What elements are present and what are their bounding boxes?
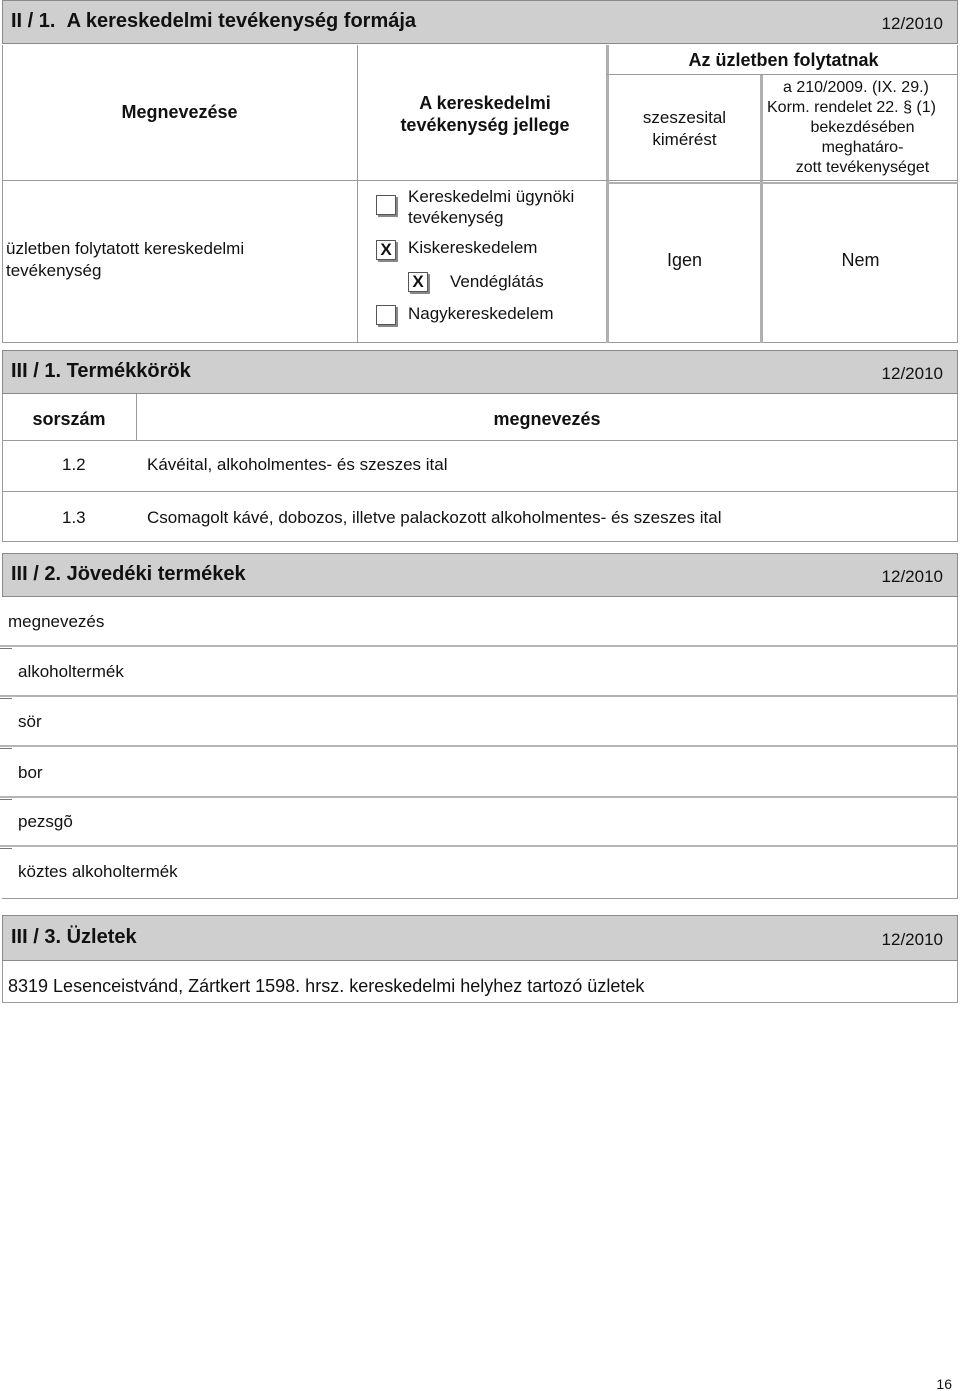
row-number: 1.3: [62, 508, 86, 527]
section-date: 12/2010: [881, 567, 943, 586]
excise-item: sör: [18, 712, 42, 731]
agent-checkbox[interactable]: [376, 195, 396, 215]
column-header-kind: A kereskedelmi tevékenység jellege: [400, 93, 570, 135]
wholesale-checkbox[interactable]: [376, 305, 396, 325]
divider: [760, 74, 763, 343]
excise-products-table: [2, 597, 958, 899]
regulation-value: Nem: [841, 250, 880, 270]
retail-checkbox[interactable]: X: [376, 240, 396, 260]
section-date: 12/2010: [881, 14, 943, 33]
divider: [0, 695, 958, 697]
row-label: üzletben folytatott kereskedelmi tevékenység: [6, 239, 245, 280]
section-header-product-groups: [2, 350, 958, 394]
regulation-line: bekezdésében: [810, 119, 915, 136]
column-header-regulation: [767, 78, 958, 178]
divider: [606, 45, 609, 343]
excise-item: köztes alkoholtermék: [18, 862, 178, 881]
divider: [0, 748, 12, 749]
agent-label: Kereskedelmi ügynöki tevékenység: [408, 187, 575, 227]
wholesale-label: Nagykereskedelem: [408, 304, 554, 323]
column-header-number: sorszám: [32, 409, 106, 429]
divider: [0, 796, 958, 798]
row-name: Kávéital, alkoholmentes- és szeszes ital: [147, 455, 448, 474]
section-prefix: III / 3.: [11, 926, 62, 948]
regulation-line: zott tevékenységet: [795, 159, 930, 176]
section-prefix: II / 1.: [11, 10, 56, 32]
section-header-excise-products: [2, 553, 958, 597]
section-prefix: III / 1.: [11, 360, 62, 382]
divider: [2, 440, 958, 441]
column-header-name: Megnevezése: [121, 102, 238, 122]
divider: [0, 645, 958, 647]
divider: [606, 74, 958, 75]
divider: [0, 845, 958, 847]
catering-checkbox[interactable]: X: [408, 272, 428, 292]
section-header-stores: [2, 915, 958, 961]
divider: [0, 698, 12, 699]
row-name: Csomagolt kávé, dobozos, illetve palackozott alkoholmentes- és szeszes ital: [147, 508, 722, 527]
divider: [0, 745, 958, 747]
page-number: 16: [936, 1376, 952, 1391]
excise-item: pezsgõ: [18, 812, 73, 831]
section-header-activity-form: [2, 0, 958, 44]
retail-label: Kiskereskedelem: [408, 238, 538, 257]
section-date: 12/2010: [881, 930, 943, 949]
divider: [606, 182, 958, 184]
divider: [2, 180, 958, 181]
column-header-alcohol: szeszesital kimérést: [642, 108, 727, 149]
section-title: A kereskedelmi tevékenység formája: [66, 10, 417, 32]
column-header-name: megnevezés: [493, 409, 601, 429]
regulation-line: a 210/2009. (IX. 29.): [783, 79, 929, 96]
divider: [2, 491, 958, 492]
section-date: 12/2010: [881, 364, 943, 383]
row-number: 1.2: [62, 455, 86, 474]
alcohol-value: Igen: [666, 250, 703, 270]
section-title: Üzletek: [66, 926, 137, 948]
column-header-name: megnevezés: [8, 612, 105, 631]
regulation-line: Korm. rendelet 22. § (1): [767, 99, 936, 116]
divider: [0, 848, 12, 849]
section-title: Termékkörök: [66, 360, 191, 382]
excise-item: bor: [18, 763, 43, 782]
catering-label: Vendéglátás: [450, 272, 544, 291]
section-prefix: III / 2.: [11, 563, 62, 585]
divider: [357, 45, 358, 343]
regulation-line: meghatáro-: [821, 139, 904, 156]
section-title: Jövedéki termékek: [66, 563, 246, 585]
divider: [0, 648, 12, 649]
divider: [0, 799, 12, 800]
excise-item: alkoholtermék: [18, 662, 124, 681]
store-address: 8319 Lesenceistvánd, Zártkert 1598. hrsz. kereskedelmi helyhez tartozó üzletek: [8, 976, 645, 996]
column-header-store: Az üzletben folytatnak: [688, 50, 879, 70]
